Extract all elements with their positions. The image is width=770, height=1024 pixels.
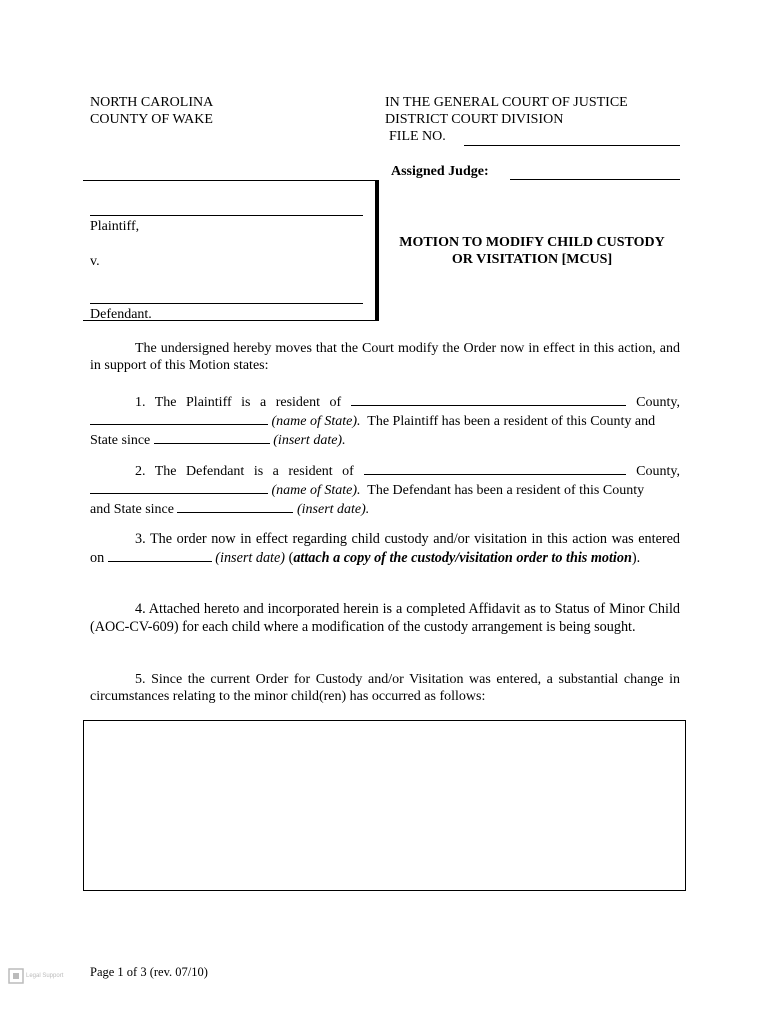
p1-state-hint: (name of State). <box>271 414 361 429</box>
county-name: COUNTY OF WAKE <box>90 112 213 127</box>
p2-since-label: and State since <box>90 502 174 517</box>
versus-label: v. <box>90 254 100 269</box>
p1-text-b: The Plaintiff has been a resident of this County and <box>367 414 656 429</box>
p2-text-a: 2. The Defendant is a resident of <box>135 464 354 479</box>
legal-support-logo <box>8 966 68 988</box>
defendant-label: Defendant. <box>90 307 152 322</box>
p1-state-field[interactable] <box>90 411 268 425</box>
p1-since-label: State since <box>90 433 151 448</box>
paragraph-5: 5. Since the current Order for Custody and/or Visitation was entered, a substantial change in circumstances relating to the minor child(ren) has occurred as follows: <box>90 672 680 704</box>
assigned-judge-label: Assigned Judge: <box>391 164 489 179</box>
caption-bottom-rule <box>83 320 376 321</box>
defendant-name-field[interactable] <box>90 303 363 304</box>
intro-paragraph: The undersigned hereby moves that the Court modify the Order now in effect in this action, and in support of this Motion states: <box>90 341 680 373</box>
p2-date-hint: (insert date). <box>296 502 370 517</box>
state-name: NORTH CAROLINA <box>90 95 214 110</box>
p3-date-field[interactable] <box>108 548 212 562</box>
paragraph-1 <box>90 392 680 449</box>
p1-county-label: County, <box>636 395 680 410</box>
paragraph-2 <box>90 461 680 518</box>
p3-text-a: 3. The order now in effect regarding child custody and/or visitation in this action was entered on <box>90 531 680 566</box>
paragraph-3: 3. The order now in effect regarding child custody and/or visitation in this action was entered on (insert date) (attach a copy of the custody/visitation order to this motion). <box>90 531 680 566</box>
court-name: IN THE GENERAL COURT OF JUSTICE <box>385 95 628 110</box>
p2-county-field[interactable] <box>364 461 626 475</box>
assigned-judge-field[interactable] <box>510 179 680 180</box>
logo-text: Legal Support <box>26 973 64 979</box>
p3-attach-instruction: attach a copy of the custody/visitation order to this motion <box>293 550 632 566</box>
logo-mark-icon <box>8 968 24 984</box>
page-info: Page 1 of 3 (rev. 07/10) <box>90 965 208 979</box>
p1-date-field[interactable] <box>154 430 270 444</box>
p1-text-a: 1. The Plaintiff is a resident of <box>135 395 342 410</box>
file-no-label: FILE NO. <box>389 129 446 144</box>
p2-county-label: County, <box>636 464 680 479</box>
p2-state-hint: (name of State). <box>271 483 361 498</box>
p2-text-b: The Defendant has been a resident of this County <box>367 483 645 498</box>
plaintiff-name-field[interactable] <box>90 215 363 216</box>
paragraph-4: 4. Attached hereto and incorporated herein is a completed Affidavit as to Status of Minor Child (AOC-CV-609) for each child where a modification of the custody arrangement is being sought. <box>90 601 680 635</box>
p3-date-hint: (insert date) <box>215 550 286 566</box>
p2-date-field[interactable] <box>177 499 293 513</box>
plaintiff-label: Plaintiff, <box>90 219 140 234</box>
p1-county-field[interactable] <box>351 392 626 406</box>
court-division: DISTRICT COURT DIVISION <box>385 112 564 127</box>
caption-top-rule <box>83 180 376 181</box>
change-circumstances-textbox[interactable] <box>83 720 686 891</box>
document-title-line2: OR VISITATION [MCUS] <box>451 252 613 267</box>
p1-date-hint: (insert date). <box>273 433 346 448</box>
p2-state-field[interactable] <box>90 480 268 494</box>
file-no-field[interactable] <box>464 145 680 146</box>
document-title-line1: MOTION TO MODIFY CHILD CUSTODY <box>399 235 665 250</box>
caption-right-rule <box>375 180 379 321</box>
